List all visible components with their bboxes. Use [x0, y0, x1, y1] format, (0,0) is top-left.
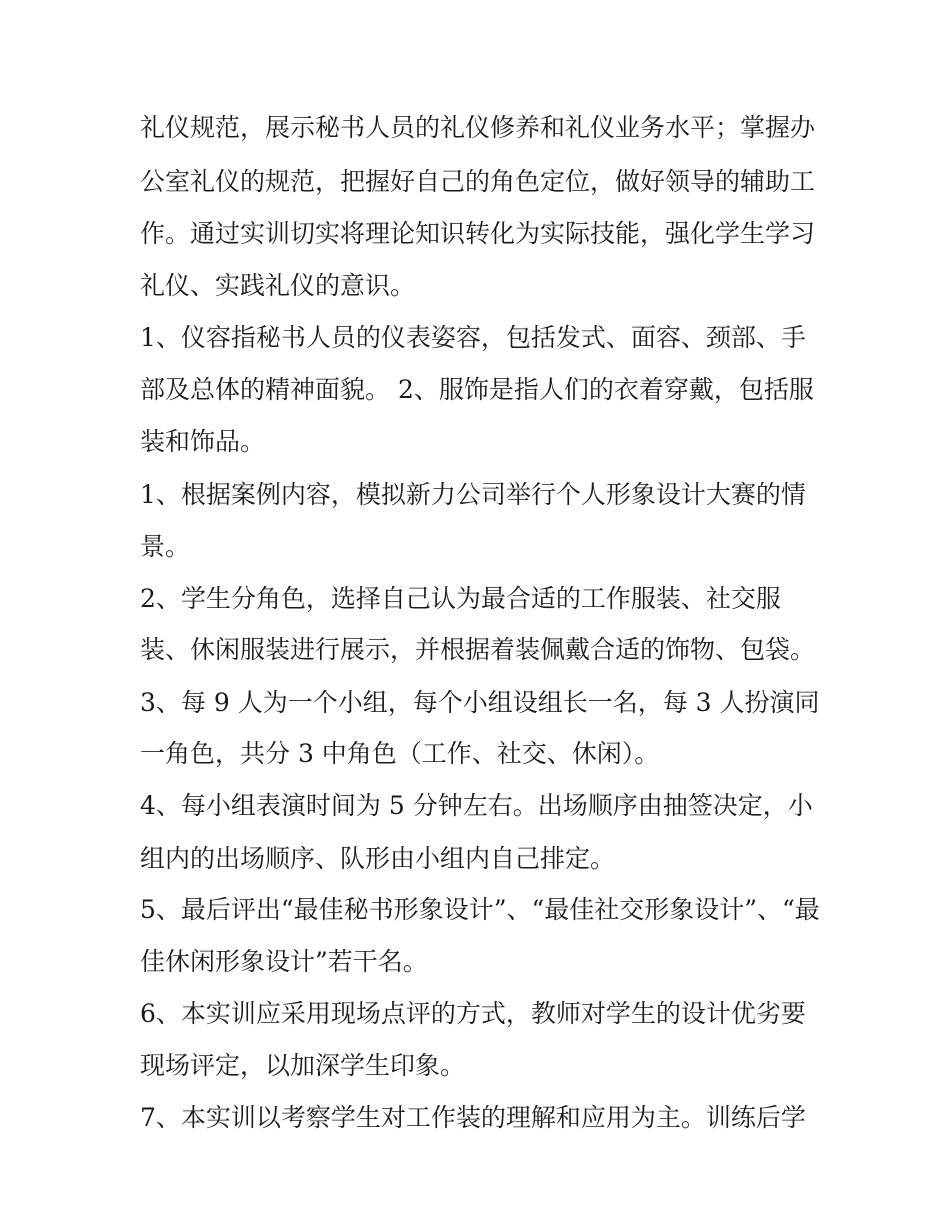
text-line: 4、每小组表演时间为 5 分钟左右。出场顺序由抽签决定，小 [140, 791, 813, 820]
text-line: 礼仪规范，展示秘书人员的礼仪修养和礼仪业务水平；掌握办 [140, 113, 816, 142]
text-line: 作。通过实训切实将理论知识转化为实际技能，强化学生学习 [140, 219, 816, 248]
text-line: 现场评定，以加深学生印象。 [140, 1051, 466, 1080]
text-line: 装和饰品。 [140, 427, 266, 456]
text-line: 5、最后评出“最佳秘书形象设计”、“最佳社交形象设计”、“最 [140, 895, 820, 924]
text-line: 3、每 9 人为一个小组，每个小组设组长一名，每 3 人扮演同 [140, 688, 820, 717]
text-line: 一角色，共分 3 中角色（工作、社交、休闲）。 [140, 739, 660, 768]
text-line: 装、休闲服装进行展示，并根据着装佩戴合适的饰物、包袋。 [140, 635, 816, 664]
text-line: 景。 [140, 532, 191, 561]
text-line: 礼仪、实践礼仪的意识。 [140, 271, 416, 300]
text-line: 公室礼仪的规范，把握好自己的角色定位，做好领导的辅助工 [140, 167, 816, 196]
text-line: 部及总体的精神面貌。 2、服饰是指人们的衣着穿戴，包括服 [140, 375, 814, 404]
text-line: 1、仪容指秘书人员的仪表姿容，包括发式、面容、颈部、手 [140, 323, 806, 352]
text-line: 2、学生分角色，选择自己认为最合适的工作服装、社交服 [140, 584, 781, 613]
text-line: 1、根据案例内容，模拟新力公司举行个人形象设计大赛的情 [140, 480, 806, 509]
text-line: 7、本实训以考察学生对工作装的理解和应用为主。训练后学 [140, 1103, 806, 1132]
text-line: 组内的出场顺序、队形由小组内自己排定。 [140, 844, 616, 873]
text-line: 6、本实训应采用现场点评的方式，教师对学生的设计优劣要 [140, 999, 806, 1028]
text-line: 佳休闲形象设计”若干名。 [140, 947, 428, 976]
